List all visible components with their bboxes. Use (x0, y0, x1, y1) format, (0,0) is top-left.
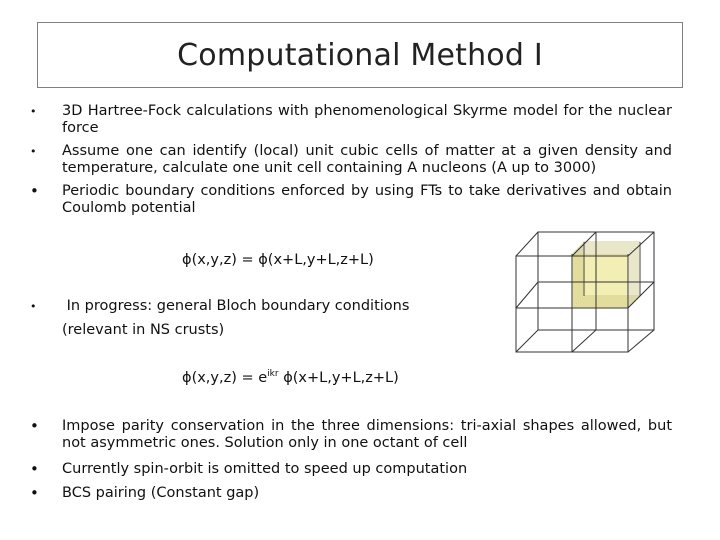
bullet-text-line2: (relevant in NS crusts) (62, 322, 225, 338)
formula-periodic: ϕ(x,y,z) = ϕ(x+L,y+L,z+L) (182, 252, 374, 268)
formula-bloch-lhs: ϕ(x,y,z) = e (182, 370, 268, 386)
bullet-marker: • (30, 417, 39, 435)
bullet-text-bcs: BCS pairing (Constant gap) (62, 485, 260, 501)
bullet-text: 3D Hartree-Fock calculations with phenomenological Skyrme model for the nuclear force (62, 103, 672, 136)
bullet-marker: • (30, 484, 39, 502)
bullet-marker: • (30, 182, 39, 200)
formula-bloch (182, 370, 399, 387)
bullet-text: Periodic boundary conditions enforced by using FTs to take derivatives and obtain Coulomb potential (62, 183, 672, 216)
formula-bloch-exponent: ikr (267, 369, 279, 379)
cubic-cell-grid-illustration (510, 228, 670, 358)
central-cell-stack (572, 242, 640, 308)
bullet-text: Assume one can identify (local) unit cubic cells of matter at a given density and temperature, calculate one unit cell containing A nucleons (A up to 3000) (62, 143, 672, 176)
bullet-marker: • (30, 300, 37, 313)
bullet-text-parity: Impose parity conservation in the three dimensions: tri-axial shapes allowed, but not asymmetric ones. Solution only in one octant of cell (62, 418, 672, 451)
formula-bloch-rhs: ϕ(x+L,y+L,z+L) (278, 370, 399, 386)
bullet-marker: • (30, 145, 37, 158)
bullet-text-line1: In progress: general Bloch boundary conditions (62, 298, 410, 314)
bullet-marker: • (30, 460, 39, 478)
bullet-marker: • (30, 105, 37, 118)
bullet-text-spin-orbit: Currently spin-orbit is omitted to speed up computation (62, 461, 468, 477)
back-grid (538, 232, 654, 330)
slide-title: Computational Method I (177, 37, 543, 73)
title-box (37, 22, 683, 88)
